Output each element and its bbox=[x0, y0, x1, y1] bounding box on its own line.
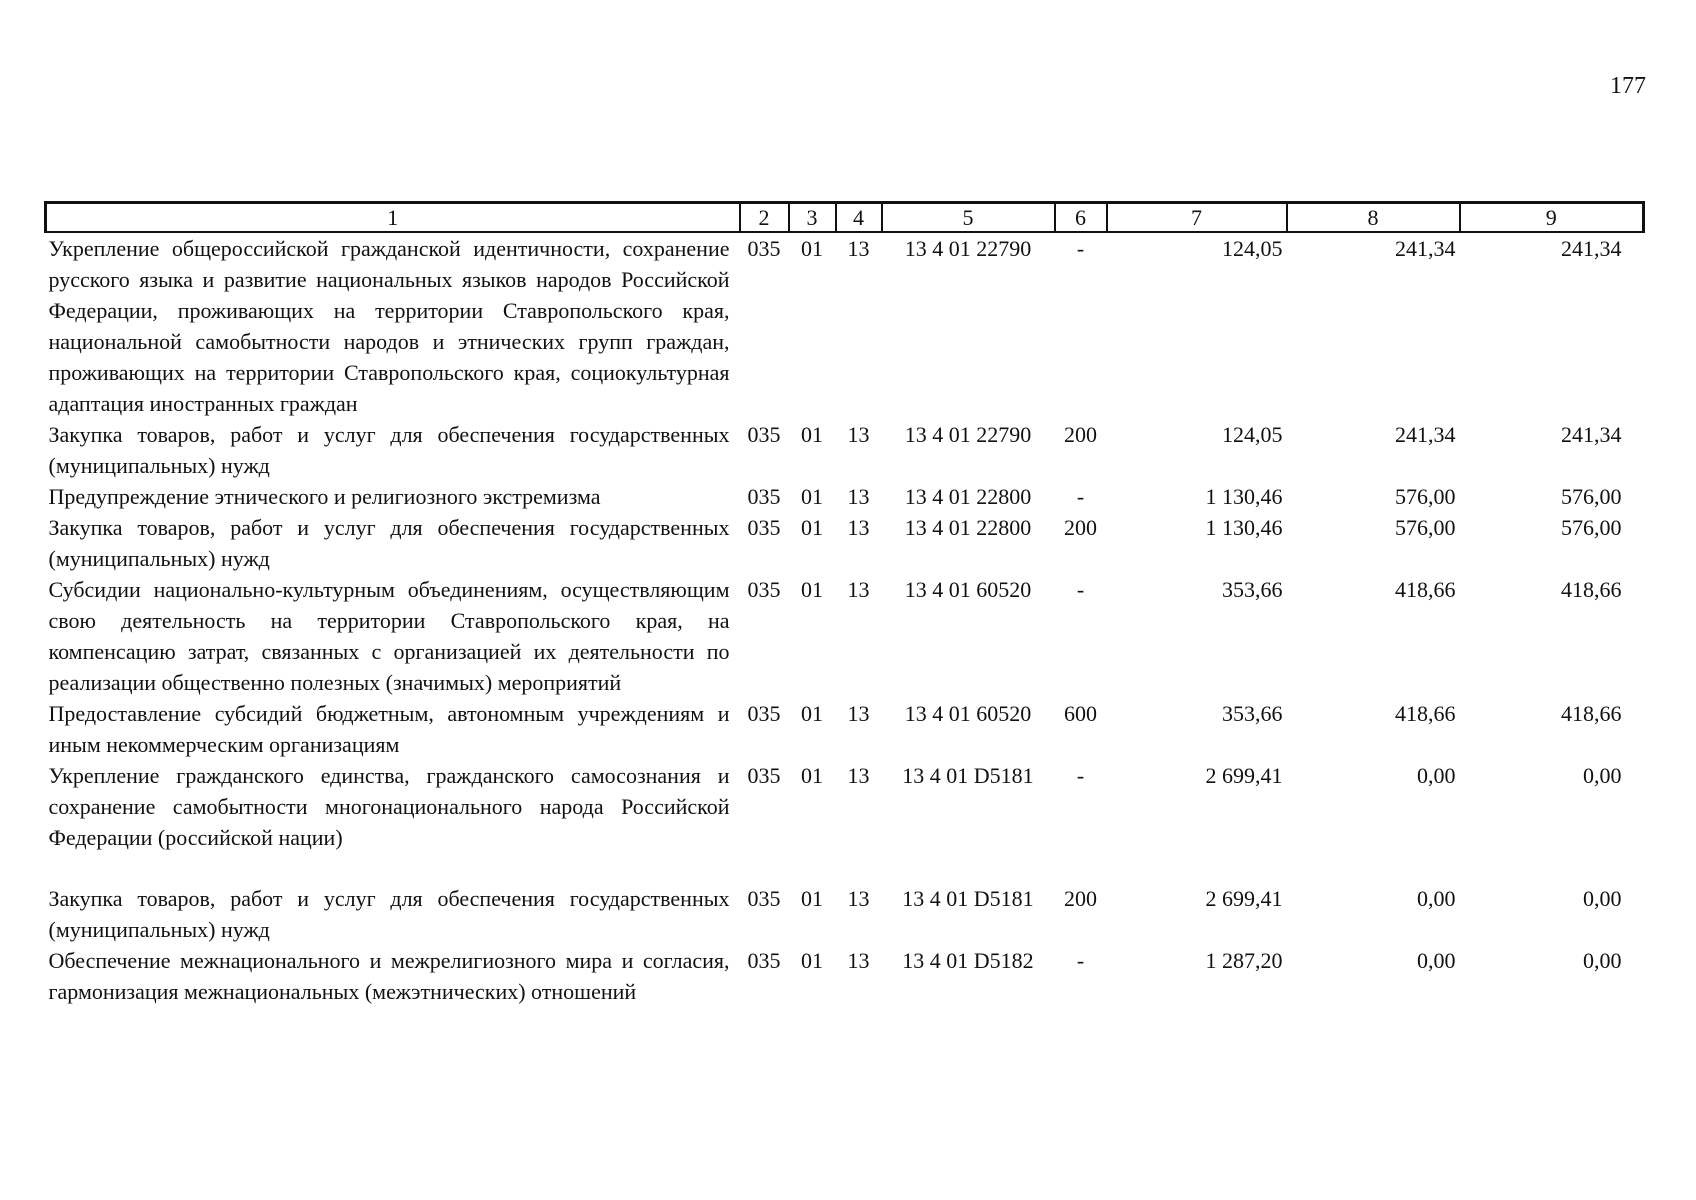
column-header: 5 bbox=[882, 203, 1055, 233]
row-name: Закупка товаров, работ и услуг для обеспечения государственных (муниципальных) нужд bbox=[48, 515, 730, 571]
cell-grbs: 035 bbox=[747, 886, 781, 911]
cell-amount-col9: 0,00 bbox=[1583, 763, 1622, 788]
table-row bbox=[46, 232, 1644, 419]
cell-expense-type: - bbox=[1076, 236, 1085, 261]
cell-amount-col9: 241,34 bbox=[1561, 236, 1622, 261]
cell-amount-col7: 2 699,41 bbox=[1205, 886, 1283, 911]
cell-target-article: 13 4 01 22790 bbox=[904, 422, 1032, 447]
table-row bbox=[46, 481, 1644, 512]
cell-grbs: 035 bbox=[747, 948, 781, 973]
cell-subsection: 13 bbox=[847, 422, 870, 447]
cell-amount-col9: 0,00 bbox=[1583, 886, 1622, 911]
cell-subsection: 13 bbox=[847, 763, 870, 788]
column-header: 9 bbox=[1460, 203, 1644, 233]
cell-subsection: 13 bbox=[847, 886, 870, 911]
cell-target-article: 13 4 01 D5181 bbox=[902, 886, 1034, 911]
cell-section: 01 bbox=[801, 948, 823, 973]
cell-amount-col7: 124,05 bbox=[1222, 236, 1283, 261]
cell-grbs: 035 bbox=[747, 701, 781, 726]
cell-amount-col9: 576,00 bbox=[1561, 515, 1622, 540]
page-number: 177 bbox=[1610, 73, 1646, 99]
row-name: Закупка товаров, работ и услуг для обеспечения государственных (муниципальных) нужд bbox=[48, 422, 730, 478]
cell-grbs: 035 bbox=[747, 236, 781, 261]
row-name: Закупка товаров, работ и услуг для обеспечения государственных (муниципальных) нужд bbox=[48, 886, 730, 942]
table-row bbox=[46, 760, 1644, 883]
cell-expense-type: - bbox=[1076, 948, 1085, 973]
cell-grbs: 035 bbox=[747, 577, 781, 602]
table-row bbox=[46, 574, 1644, 698]
row-name: Укрепление гражданского единства, гражданского самосознания и сохранение самобытности многонационального народа Российской Федерации (российской нации) bbox=[48, 763, 730, 850]
cell-section: 01 bbox=[801, 484, 823, 509]
cell-target-article: 13 4 01 22800 bbox=[904, 484, 1032, 509]
column-header: 6 bbox=[1055, 203, 1107, 233]
cell-target-article: 13 4 01 60520 bbox=[904, 577, 1032, 602]
column-header: 2 bbox=[740, 203, 789, 233]
cell-subsection: 13 bbox=[847, 236, 870, 261]
cell-amount-col9: 418,66 bbox=[1561, 701, 1622, 726]
cell-amount-col7: 1 130,46 bbox=[1205, 484, 1283, 509]
cell-amount-col8: 576,00 bbox=[1395, 515, 1456, 540]
cell-subsection: 13 bbox=[847, 484, 870, 509]
cell-subsection: 13 bbox=[847, 701, 870, 726]
column-header: 7 bbox=[1107, 203, 1287, 233]
table-row bbox=[46, 698, 1644, 760]
cell-subsection: 13 bbox=[847, 515, 870, 540]
column-header: 1 bbox=[46, 203, 740, 233]
column-header: 4 bbox=[836, 203, 882, 233]
cell-amount-col8: 418,66 bbox=[1395, 577, 1456, 602]
cell-amount-col7: 1 130,46 bbox=[1205, 515, 1283, 540]
cell-amount-col8: 0,00 bbox=[1417, 886, 1456, 911]
cell-grbs: 035 bbox=[747, 515, 781, 540]
cell-section: 01 bbox=[801, 701, 823, 726]
cell-target-article: 13 4 01 22790 bbox=[904, 236, 1032, 261]
cell-section: 01 bbox=[801, 422, 823, 447]
cell-amount-col7: 1 287,20 bbox=[1205, 948, 1283, 973]
cell-target-article: 13 4 01 22800 bbox=[904, 515, 1032, 540]
table-row bbox=[46, 512, 1644, 574]
cell-amount-col8: 576,00 bbox=[1395, 484, 1456, 509]
cell-amount-col9: 418,66 bbox=[1561, 577, 1622, 602]
table-header-row bbox=[46, 203, 1644, 233]
table-row bbox=[46, 945, 1644, 1007]
cell-section: 01 bbox=[801, 577, 823, 602]
cell-amount-col8: 241,34 bbox=[1395, 236, 1456, 261]
cell-expense-type: 200 bbox=[1064, 422, 1097, 447]
row-name: Обеспечение межнационального и межрелигиозного мира и согласия, гармонизация межнациональных (межэтнических) отношений bbox=[48, 948, 730, 1004]
cell-grbs: 035 bbox=[747, 484, 781, 509]
cell-expense-type: 200 bbox=[1064, 886, 1097, 911]
cell-amount-col7: 353,66 bbox=[1222, 701, 1283, 726]
cell-section: 01 bbox=[801, 886, 823, 911]
cell-expense-type: - bbox=[1076, 484, 1085, 509]
cell-amount-col8: 0,00 bbox=[1417, 948, 1456, 973]
cell-grbs: 035 bbox=[747, 763, 781, 788]
cell-section: 01 bbox=[801, 763, 823, 788]
cell-expense-type: 200 bbox=[1064, 515, 1097, 540]
cell-expense-type: - bbox=[1076, 763, 1085, 788]
table-row bbox=[46, 883, 1644, 945]
column-header: 3 bbox=[789, 203, 836, 233]
cell-amount-col7: 2 699,41 bbox=[1205, 763, 1283, 788]
cell-amount-col8: 241,34 bbox=[1395, 422, 1456, 447]
table-row bbox=[46, 419, 1644, 481]
cell-expense-type: - bbox=[1076, 577, 1085, 602]
cell-subsection: 13 bbox=[847, 577, 870, 602]
cell-target-article: 13 4 01 D5182 bbox=[902, 948, 1034, 973]
cell-section: 01 bbox=[801, 515, 823, 540]
cell-target-article: 13 4 01 60520 bbox=[904, 701, 1032, 726]
cell-section: 01 bbox=[801, 236, 823, 261]
cell-amount-col7: 353,66 bbox=[1222, 577, 1283, 602]
cell-amount-col8: 0,00 bbox=[1417, 763, 1456, 788]
row-name: Субсидии национально-культурным объединениям, осуществляющим свою деятельность на территории Ставропольского края, на компенсацию затрат, связанных с организацией их деятельности по реализации общественно полезных (значимых) мероприятий bbox=[48, 577, 730, 695]
row-name: Предупреждение этнического и религиозного экстремизма bbox=[48, 484, 601, 509]
cell-amount-col7: 124,05 bbox=[1222, 422, 1283, 447]
row-name: Предоставление субсидий бюджетным, автономным учреждениям и иным некоммерческим организациям bbox=[48, 701, 730, 757]
budget-table bbox=[44, 201, 1645, 1007]
column-header: 8 bbox=[1287, 203, 1460, 233]
cell-amount-col9: 0,00 bbox=[1583, 948, 1622, 973]
cell-expense-type: 600 bbox=[1064, 701, 1097, 726]
cell-target-article: 13 4 01 D5181 bbox=[902, 763, 1034, 788]
cell-amount-col9: 576,00 bbox=[1561, 484, 1622, 509]
cell-grbs: 035 bbox=[747, 422, 781, 447]
cell-amount-col8: 418,66 bbox=[1395, 701, 1456, 726]
cell-amount-col9: 241,34 bbox=[1561, 422, 1622, 447]
cell-subsection: 13 bbox=[847, 948, 870, 973]
row-name: Укрепление общероссийской гражданской идентичности, сохранение русского языка и развитие национальных языков народов Российской Федерации, проживающих на территории Ставропольского края, национальной самобытности народов и этнических групп граждан, проживающих на территории Ставропольского края, социокультурная адаптация иностранных граждан bbox=[48, 236, 730, 416]
